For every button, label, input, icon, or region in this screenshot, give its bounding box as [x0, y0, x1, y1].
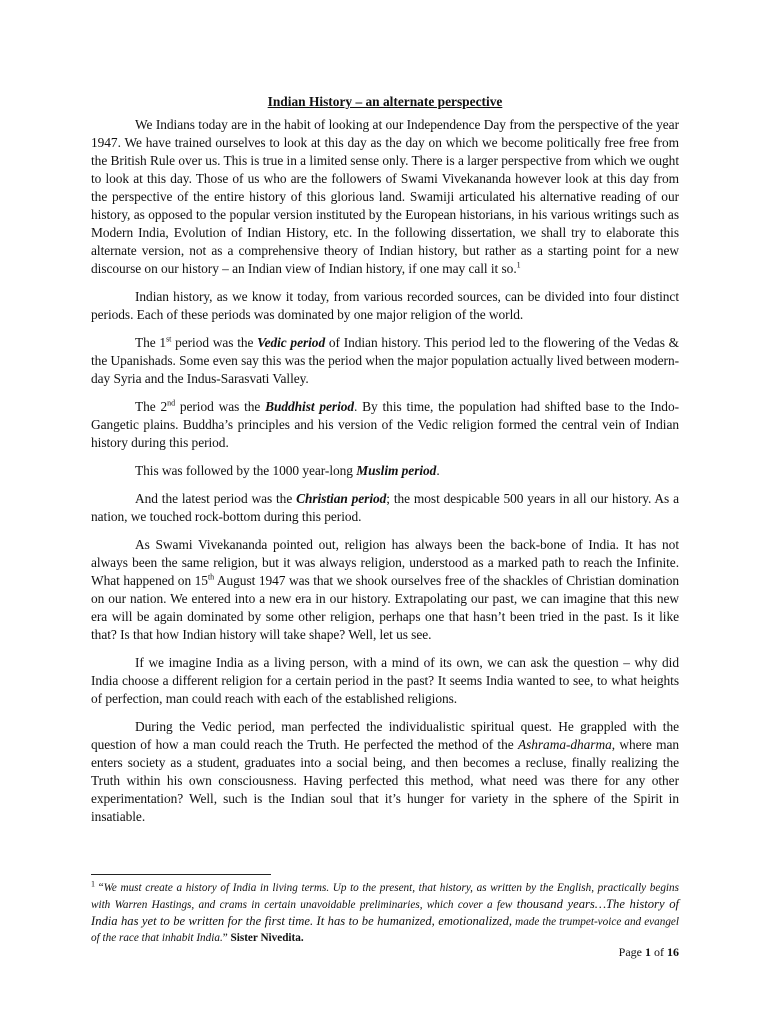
paragraph-2: Indian history, as we know it today, from various recorded sources, can be divided into four distinct periods. Each of these periods was dominated by one major religion of the world.	[91, 289, 679, 322]
christian-period-term: Christian period	[296, 491, 387, 506]
paragraph-7	[91, 536, 679, 644]
paragraph-4	[91, 398, 679, 452]
p7-text-c: August 1947 was that we shook ourselves free of the shackles of Christian domination on our nation. We entered into a new era in our history. Extrapolating our past, we can imagine that this new era will be again dominated by some other religion, perhaps one that hasn’t been tried in the past. Is it like that? Is that how Indian history will take shape? Well, let us see.	[91, 573, 679, 642]
paragraph-6	[91, 490, 679, 526]
paragraph-8: If we imagine India as a living person, with a mind of its own, we can ask the question – why did India choose a different religion for a certain period in the past? It seems India wanted to see, to what heights of perfection, man could reach with each of the established religions.	[91, 655, 679, 706]
footnote	[91, 880, 679, 946]
p5-text-a: This was followed by the 1000 year-long	[135, 463, 357, 478]
p3-text-c: of Indian history. This period led to the flowering of the Vedas & the Upanishads. Some even say this was the period when the major population actually lived between modern-day Syria and the Indus-Sarasvati Valley.	[91, 335, 679, 386]
p9-text-c: , where man enters society as a student, graduates into a social being, and then becomes a recluse, finally realizing the Truth within his own consciousness. Having perfected this method, what need was there for any other experimentation? Well, such is the Indian soul that it’s hunger for variety in the sphere of the Spirit in insatiable.	[91, 737, 679, 824]
footnote-quote-part-3: made the trumpet-voice and evangel of the race that inhabit India.	[91, 916, 679, 944]
p9-text-a: During the Vedic period, man perfected the individualistic spiritual quest. He grappled with the question of how a man could reach the Truth. He perfected the method of the	[91, 719, 679, 752]
ashrama-dharma-term: Ashrama-dharma	[517, 737, 612, 752]
footnote-separator	[91, 874, 271, 875]
page-number-total: 16	[667, 945, 679, 959]
paragraph-5	[91, 462, 679, 480]
p5-text-c: .	[436, 463, 440, 478]
p4-text-a: The 2	[135, 399, 168, 414]
p3-ordinal: st	[166, 334, 172, 344]
document-title: Indian History – an alternate perspective	[267, 94, 503, 109]
paragraph-1-text: We Indians today are in the habit of looking at our Independence Day from the perspective of the year 1947. We have trained ourselves to look at this day as the day on which we become politically free free from the British Rule over us. This is true in a limited sense only. There is a larger perspective from which we ought to look at this day. Those of us who are the followers of Swami Vivekananda however look at this day from the perspective of the entire history of this glorious land. Swamiji articulated his alternative reading of our history, as opposed to the popular version instituted by the European historians, in his various writings such as Modern India, Evolution of Indian History, etc. In the following dissertation, we shall try to elaborate this alternate version, not as a comprehensive theory of Indian history, but rather as a starting point for a new discourse on our history – an Indian view of Indian history, if one may call it so.	[91, 117, 679, 276]
p7-ordinal: th	[207, 572, 215, 582]
p6-text-c: ; the most despicable 500 years in all our history. As a nation, we touched rock-bottom during this period.	[91, 491, 679, 524]
p3-text-a: The 1	[135, 335, 167, 350]
p6-text-a: And the latest period was the	[135, 491, 297, 506]
paragraph-9	[91, 718, 679, 826]
vedic-period-term: Vedic period	[257, 335, 326, 350]
footnote-open-quote: “	[95, 882, 104, 894]
p3-text-b: period was the	[171, 335, 258, 350]
muslim-period-term: Muslim period	[356, 463, 437, 478]
footnote-reference[interactable]: 1	[516, 260, 521, 270]
paragraph-1	[91, 116, 679, 278]
footnote-quote-part-1: We must create a history of India in living terms. Up to the present, that history, as written by the English, practically begins with Warren Hastings, and crams in certain unavoidable preliminaries, which cover a few	[91, 882, 679, 911]
p7-text-a: As Swami Vivekananda pointed out, religion has always been the back-bone of India. It has not always been the same religion, but it was always religion, understood as a marked path to reach the Infinite. What happened on 15	[91, 537, 679, 588]
page-number	[619, 944, 679, 960]
page-number-prefix: Page	[618, 945, 645, 959]
footnote-quote-part-2: thousand years…The history of India has yet to be written for the first time. It has to be humanized, emotionalized,	[91, 897, 679, 928]
footnote-marker: 1	[91, 879, 95, 889]
footnote-close-quote: ”	[222, 932, 231, 944]
p4-ordinal: nd	[167, 398, 176, 408]
buddhist-period-term: Buddhist period	[265, 399, 355, 414]
p4-text-b: period was the	[175, 399, 266, 414]
footnote-author: Sister Nivedita.	[230, 932, 304, 944]
p4-text-c: . By this time, the population had shifted base to the Indo-Gangetic plains. Buddha’s principles and his version of the Vedic religion formed the central vein of Indian history during this period.	[91, 399, 679, 450]
paragraph-3	[91, 334, 679, 388]
page-number-middle: of	[651, 945, 667, 959]
page-number-current: 1	[645, 945, 651, 959]
document-body	[91, 93, 679, 826]
